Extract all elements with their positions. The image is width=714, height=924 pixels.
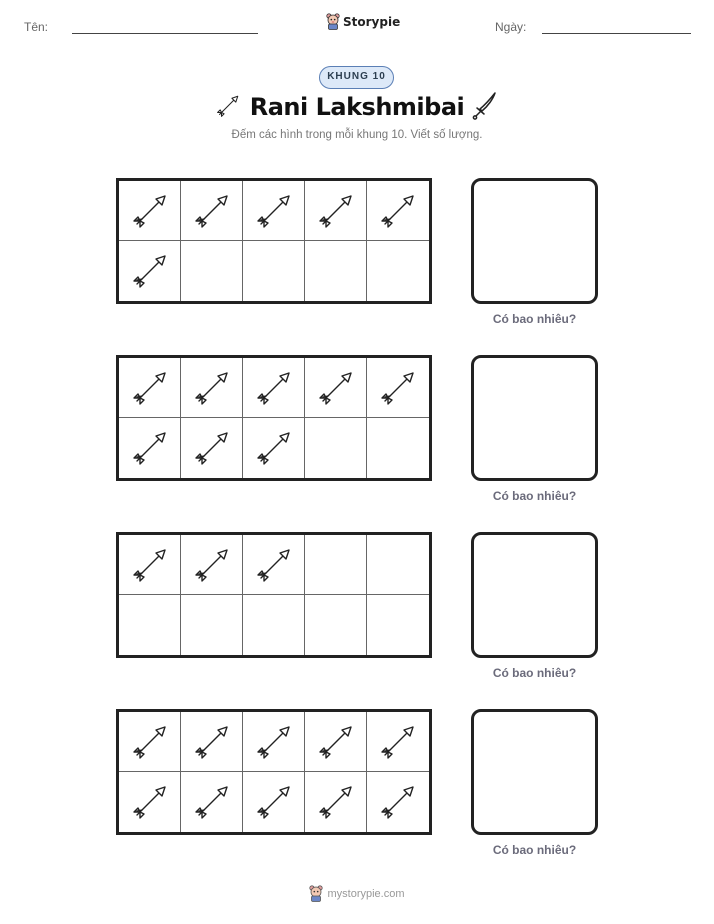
arrow-icon xyxy=(192,545,232,585)
instructions: Đếm các hình trong mỗi khung 10. Viết số lượng. xyxy=(231,129,483,141)
ten-frame-cell xyxy=(305,358,367,418)
arrow-icon xyxy=(254,545,294,585)
ten-frame-cell xyxy=(181,772,243,832)
ten-frame-cell xyxy=(305,712,367,772)
ten-frame-cell xyxy=(367,241,429,301)
arrow-icon xyxy=(254,428,294,468)
ten-frame xyxy=(116,178,432,304)
date-label: Ngày: xyxy=(495,20,527,34)
arrow-icon xyxy=(378,368,418,408)
arrow-icon xyxy=(192,782,232,822)
sword-icon xyxy=(471,90,499,122)
answer-box[interactable] xyxy=(471,532,598,658)
ten-frame xyxy=(116,532,432,658)
arrow-icon xyxy=(130,368,170,408)
ten-frame-cell xyxy=(119,241,181,301)
arrow-icon xyxy=(254,782,294,822)
ten-frame-cell xyxy=(181,535,243,595)
arrow-icon xyxy=(192,368,232,408)
answer-box[interactable] xyxy=(471,355,598,481)
ten-frame-cell xyxy=(243,595,305,655)
answer-box[interactable] xyxy=(471,178,598,304)
answer-box[interactable] xyxy=(471,709,598,835)
footer xyxy=(0,885,714,902)
brand-name: Storypie xyxy=(343,14,401,29)
ten-frame-cell xyxy=(367,595,429,655)
arrow-icon xyxy=(192,722,232,762)
ten-frame-cell xyxy=(181,181,243,241)
arrow-icon xyxy=(130,545,170,585)
arrow-icon xyxy=(130,251,170,291)
ten-frame-cell xyxy=(119,358,181,418)
ten-frame-cell xyxy=(119,712,181,772)
ten-frame-cell xyxy=(119,535,181,595)
brand-logo xyxy=(326,13,400,30)
ten-frame-cell xyxy=(181,712,243,772)
ten-frame-cell xyxy=(119,181,181,241)
arrow-icon xyxy=(316,368,356,408)
ten-frame-cell xyxy=(367,535,429,595)
arrow-icon xyxy=(316,191,356,231)
arrow-icon xyxy=(192,428,232,468)
ten-frame-cell xyxy=(367,772,429,832)
ten-frame-cell xyxy=(305,535,367,595)
ten-frame-cell xyxy=(181,358,243,418)
count-question: Có bao nhiêu? xyxy=(492,489,577,503)
arrow-icon xyxy=(254,368,294,408)
name-label: Tên: xyxy=(24,20,49,34)
count-question: Có bao nhiêu? xyxy=(492,843,577,857)
name-line xyxy=(72,33,258,34)
ten-frame-cell xyxy=(367,712,429,772)
arrow-icon xyxy=(378,722,418,762)
ten-frame-cell xyxy=(367,358,429,418)
ten-frame xyxy=(116,355,432,481)
ten-frame-cell xyxy=(243,181,305,241)
ten-frame-cell xyxy=(305,181,367,241)
page-title: Rani Lakshmibai xyxy=(249,93,465,121)
ten-frame-cell xyxy=(181,595,243,655)
arrow-icon xyxy=(192,191,232,231)
frame-badge: KHUNG 10 xyxy=(319,66,394,89)
count-question: Có bao nhiêu? xyxy=(492,312,577,326)
ten-frame xyxy=(116,709,432,835)
ten-frame-cell xyxy=(119,595,181,655)
ten-frame-cell xyxy=(243,358,305,418)
arrow-icon xyxy=(378,782,418,822)
ten-frame-cell xyxy=(305,418,367,478)
ten-frame-cell xyxy=(243,418,305,478)
arrow-icon xyxy=(254,722,294,762)
ten-frame-cell xyxy=(243,772,305,832)
arrow-icon xyxy=(130,782,170,822)
count-question: Có bao nhiêu? xyxy=(492,666,577,680)
storypie-logo-icon xyxy=(309,885,323,902)
ten-frame-cell xyxy=(243,712,305,772)
arrow-icon xyxy=(130,428,170,468)
ten-frame-cell xyxy=(119,772,181,832)
arrow-icon xyxy=(130,722,170,762)
ten-frame-cell xyxy=(367,181,429,241)
ten-frame-cell xyxy=(243,241,305,301)
date-line xyxy=(542,33,691,34)
arrow-icon xyxy=(316,782,356,822)
arrow-icon xyxy=(254,191,294,231)
arrow-icon xyxy=(378,191,418,231)
footer-url: mystorypie.com xyxy=(327,887,405,900)
storypie-logo-icon xyxy=(326,13,340,30)
ten-frame-cell xyxy=(243,535,305,595)
ten-frame-cell xyxy=(305,595,367,655)
ten-frame-cell xyxy=(119,418,181,478)
ten-frame-cell xyxy=(181,241,243,301)
ten-frame-cell xyxy=(367,418,429,478)
ten-frame-cell xyxy=(181,418,243,478)
ten-frame-cell xyxy=(305,772,367,832)
arrow-icon xyxy=(316,722,356,762)
ten-frame-cell xyxy=(305,241,367,301)
arrow-icon xyxy=(130,191,170,231)
